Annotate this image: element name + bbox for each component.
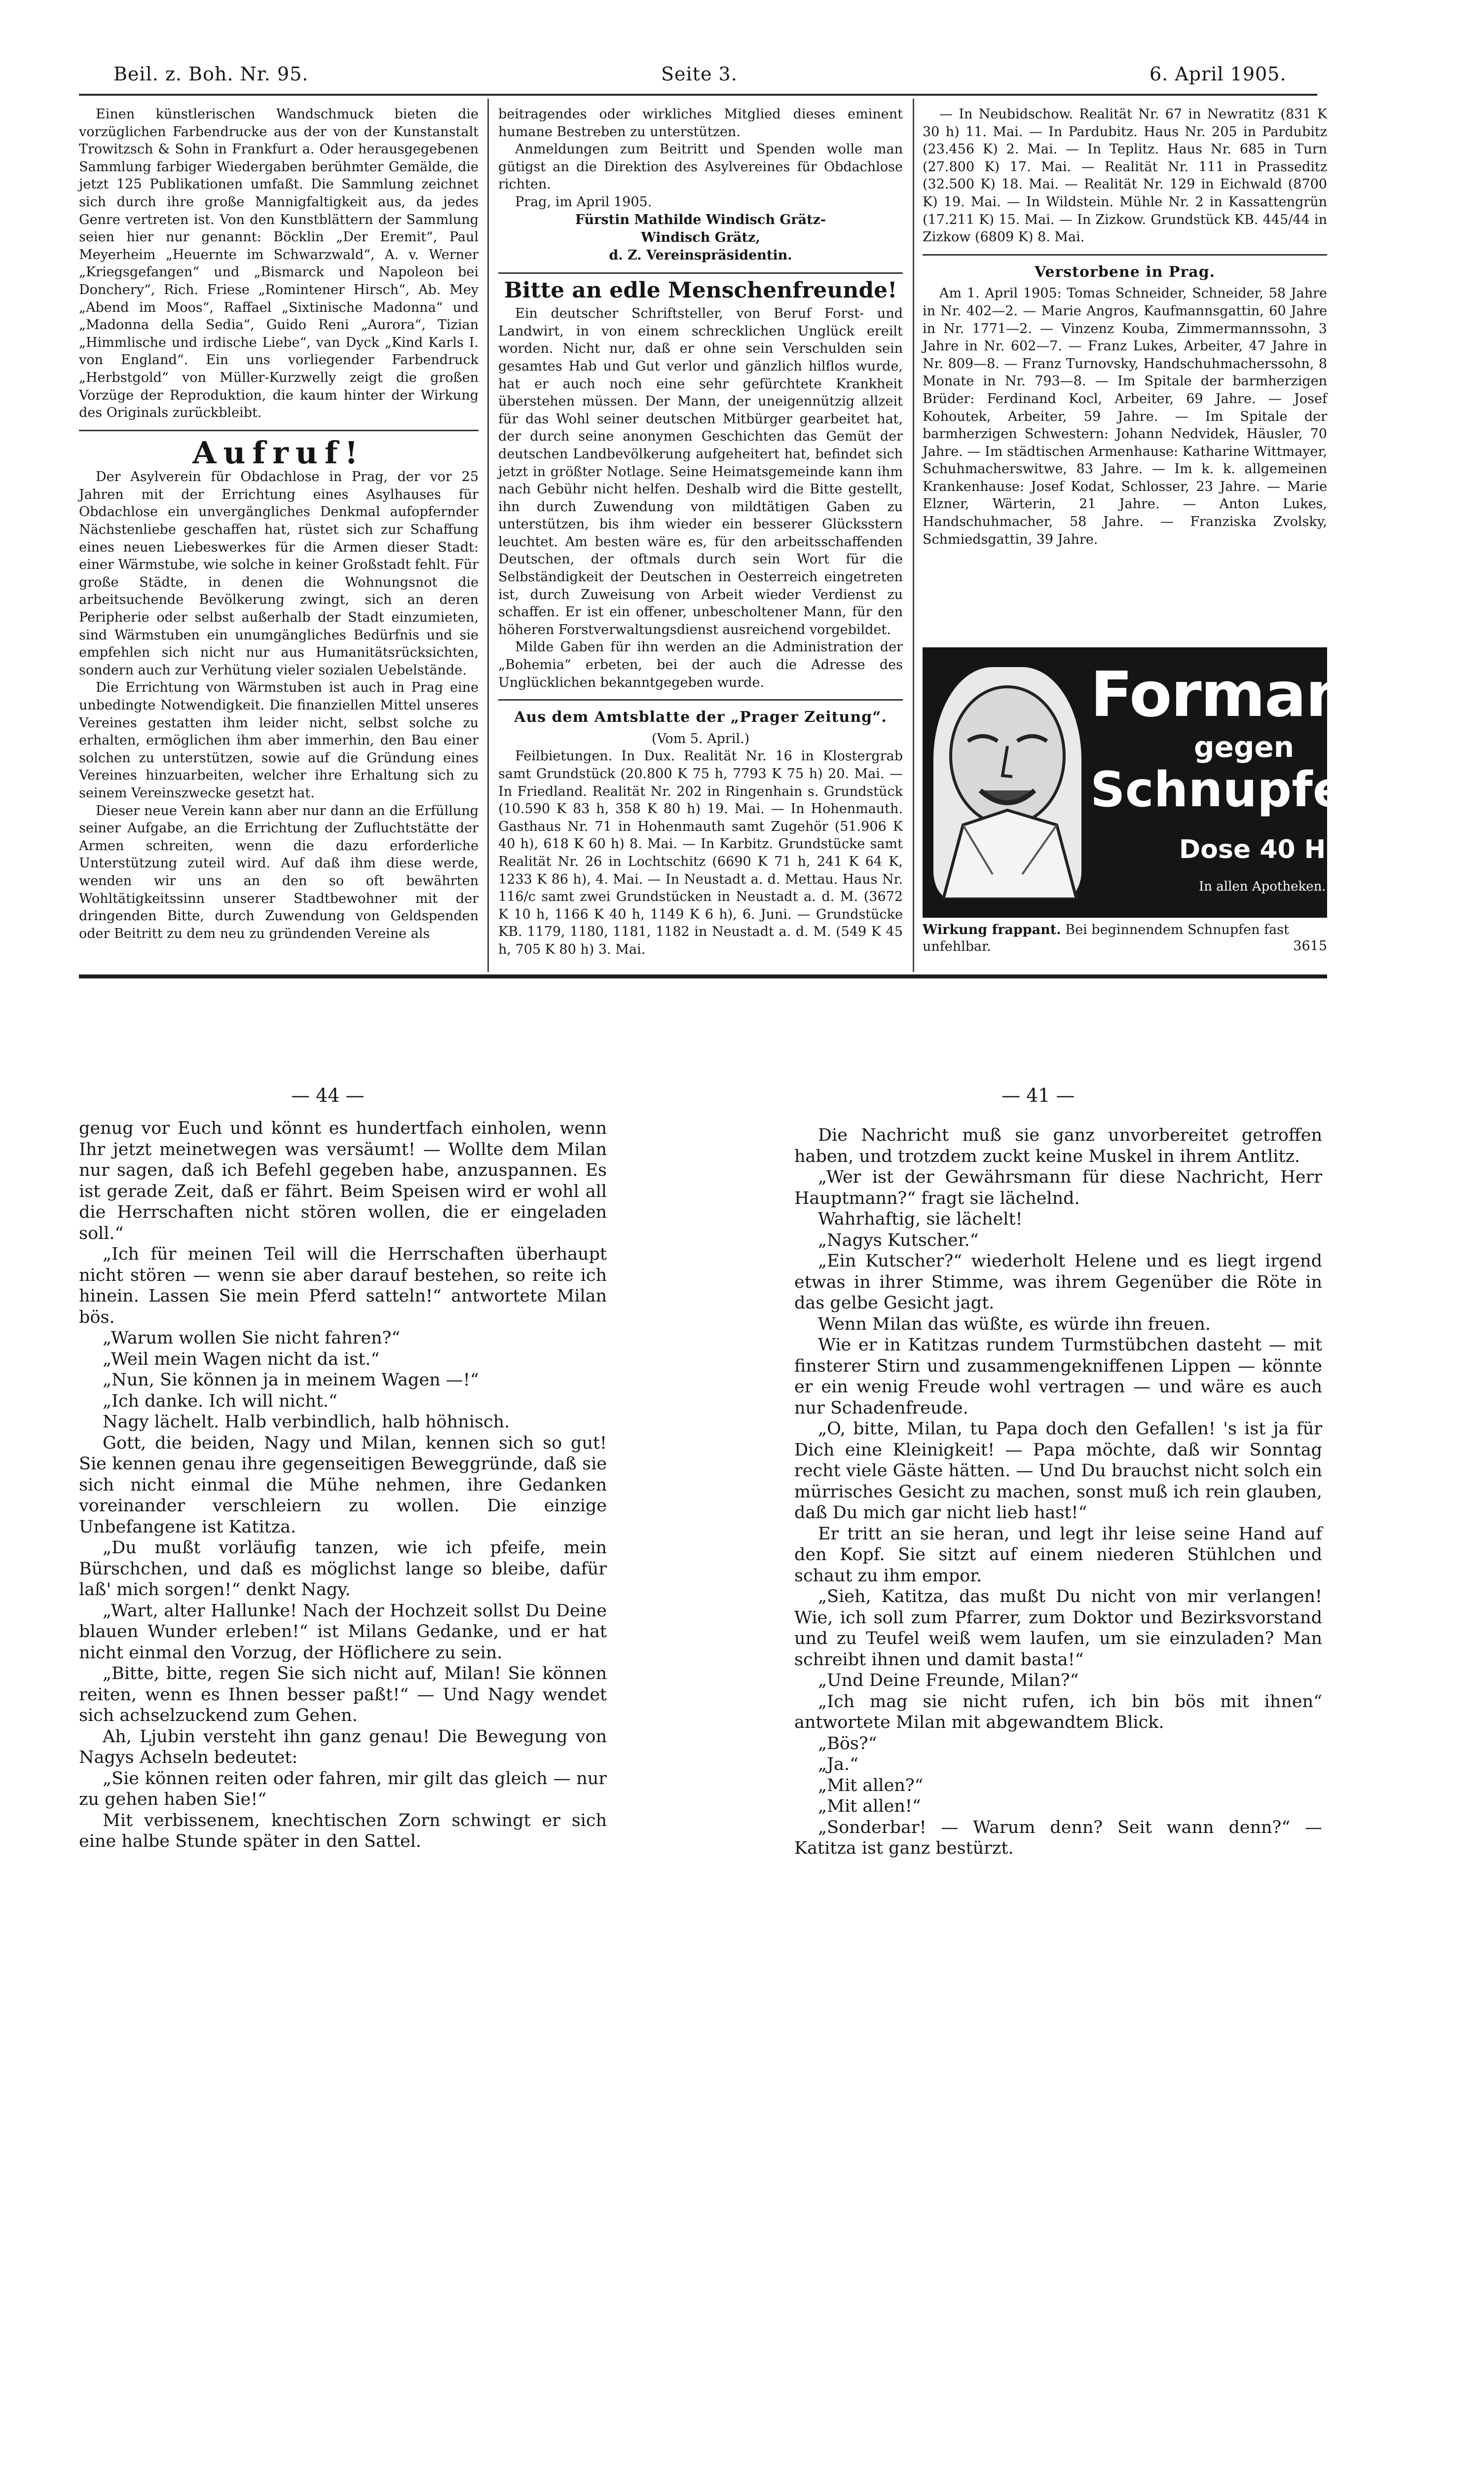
verstorbene-text: Am 1. April 1905: Tomas Schneider, Schneider, 58 Jahre in Nr. 402—2. — Marie Angros, Kaufmannsgattin, 60 Jahre in Nr. 1771—2. — Vinzenz Kouba, Zimmermannssohn, 3 Jahre in Nr. 602—7. — Franz Lukes, Arbeiter, 47 Jahre in Nr. 809—8. — Franz Turnovsky, Handschuhmacherssohn, 8 Monate in Nr. 793—8. — Im Spitale der barmherzigen Brüder: Ferdinand Kocl, Arbeiter, 69 Jahre. — Josef Kohoutek, Arbeiter, 59 Jahre. — Im Spitale der barmherzigen Schwestern: Johann Nedvidek, Häusler, 70 Jahre. — Im städtischen Armenhause: Katharine Wittmayer, Schuhmacherswitwe, 83 Jahre. — Im k. k. allgemeinen Krankenhause: Josef Kodat, Schlosser, 23 Jahre. — Marie Elzner, Wärterin, 21 Jahre. — Anton Lukes, Handschuhmacher, 58 Jahre. — Franziska Zvolsky, Schmiedsgattin, 39 Jahre.: [923, 286, 1327, 547]
novel-paragraph: „Bitte, bitte, regen Sie sich nicht auf, Milan! Sie können reiten, wenn es Ihnen besser paßt!“ — Und Nagy wendet sich achselzuckend zum Gehen.: [79, 1664, 607, 1725]
aufruf-paragraph: Die Errichtung von Wärmstuben ist auch in Prag eine unbedingte Notwendigkeit. Die finanziellen Mittel unseres Vereines gestatten ihm leider nicht, selbst solche zu erhalten, ermöglichen ihm aber immerhin, den Bau einer solchen zu unterstützen, sowie auf die Gründung eines Vereines hinzuarbeiten, welcher ihre Erhaltung sich zu seinem Vereinszwecke gesetzt hat.: [79, 680, 479, 801]
novel-paragraph: „Wart, alter Hallunke! Nach der Hochzeit sollst Du Deine blauen Wunder erleben!“ ist Milans Gedanke, und er hat nicht einmal den Vorzug, der Höflichere zu sein.: [79, 1601, 607, 1663]
ad-caption-rest: Bei beginnendem Schnupfen fast unfehlbar.: [923, 922, 1289, 954]
novel-paragraph: Mit verbissenem, knechtischen Zorn schwingt er sich eine halbe Stunde später in den Sattel.: [79, 1810, 607, 1851]
column-1: [79, 106, 479, 942]
ad-caption: [923, 922, 1327, 955]
novel-page-left: [79, 1118, 607, 1852]
novel-paragraph: „Mit allen?“: [818, 1775, 924, 1795]
sneezing-face-illustration: [933, 667, 1081, 899]
art-notice: Einen künstlerischen Wandschmuck bieten die vorzüglichen Farbendrucke aus der von der Kunstanstalt Trowitzsch & Sohn in Frankfurt a. Oder herausgegebenen Sammlung farbiger Wiedergaben berühmter Gemälde, die jetzt 125 Publikationen umfaßt. Die Sammlung zeichnet sich durch ihre große Mannigfaltigkeit aus, da jedes Genre vertreten ist. Von den Kunstblättern der Sammlung seien hier nur genannt: Böcklin „Der Eremit“, Paul Meyerheim „Heuernte im Schwarzwald“, A. v. Werner „Kriegsgefangen“ und „Bismarck und Napoleon bei Donchery“, Rich. Friese „Romintener Hirsch“, Ab. Mey „Abend im Moos“, Raffael „Sixtinische Madonna“ und „Madonna della Sedia“, Guido Reni „Aurora“, Tizian „Himmlische und irdische Liebe“, van Dyck „Kind Karls I. von England“. Ein uns vorliegender Farbendruck „Herbstgold“ von Müller-Kurzwelly zeigt die großen Vorzüge der Reproduktion, die kaum hinter der Wirkung des Originals zurückbleibt.: [79, 107, 479, 421]
novel-paragraph: „Sonderbar! — Warum denn? Seit wann denn?“ — Katitza ist ganz bestürzt.: [794, 1817, 1322, 1858]
novel-paragraph: „Ja.“: [818, 1755, 859, 1774]
page-bottom-rule: [79, 974, 1327, 978]
page-label: Seite 3.: [661, 63, 738, 85]
novel-paragraph: „Warum wollen Sie nicht fahren?“: [103, 1328, 401, 1348]
feilbietungen-continued: — In Neubidschow. Realität Nr. 67 in Newratitz (831 K 30 h) 11. Mai. — In Pardubitz. Haus Nr. 205 in Pardubitz (23.456 K) 2. Mai. — In Teplitz. Haus Nr. 685 in Turn (27.800 K) 17. Mai. — Realität Nr. 111 in Prasseditz (32.500 K) 18. Mai. — Realität Nr. 129 in Eichwald (8700 K) 19. Mai. — In Wildstein. Mühle Nr. 2 in Kassattengrün (17.211 K) 15. Mai. — In Zizkow. Grundstück KB. 445/44 in Zizkow (6809 K) 8. Mai.: [923, 107, 1327, 245]
novel-paragraph: „Nagys Kutscher.“: [818, 1230, 979, 1250]
ad-frame: [923, 647, 1380, 918]
ad-code: 3615: [1293, 938, 1327, 954]
section-rule: [79, 430, 479, 431]
novel-paragraph: Ah, Ljubin versteht ihn ganz genau! Die Bewegung von Nagys Achseln bedeutet:: [79, 1726, 607, 1767]
novel-paragraph: Gott, die beiden, Nagy und Milan, kennen sich so gut! Sie kennen genau ihre gegenseitigen Beweggründe, daß sie sich nicht einmal die Mühe nehmen, ihre Gedanken voreinander verschleiern zu wollen. Die einzige Unbefangene ist Katitza.: [79, 1433, 607, 1537]
signature-line: d. Z. Vereinspräsidentin.: [609, 247, 792, 263]
novel-paragraph: Nagy lächelt. Halb verbindlich, halb höhnisch.: [103, 1412, 510, 1432]
forman-advertisement: [923, 647, 1380, 973]
ad-schnupfen: Schnupfen: [1090, 762, 1380, 818]
novel-paragraph: „Ich mag sie nicht rufen, ich bin bös mit ihnen“ antwortete Milan mit abgewandtem Blick.: [794, 1691, 1322, 1732]
issue-date: 6. April 1905.: [1150, 63, 1287, 85]
ad-availability: In allen Apotheken.: [1199, 879, 1326, 894]
ad-brand: Forman: [1090, 658, 1349, 731]
section-rule: [498, 699, 903, 701]
novel-paragraph: „Sieh, Katitza, das mußt Du nicht von mir verlangen! Wie, ich soll zum Pfarrer, zum Doktor und Bezirksvorstand und zu Teufel weiß wem laufen, um sie einzuladen? Man schreibt ihnen und damit basta!“: [794, 1587, 1322, 1670]
aufruf-signature: [498, 211, 903, 264]
ad-gegen: gegen: [1194, 730, 1294, 764]
novel-paragraph: „Weil mein Wagen nicht da ist.“: [103, 1349, 380, 1369]
novel-paragraph: „Ein Kutscher?“ wiederholt Helene und es liegt irgend etwas in ihrer Stimme, was ihrem Gegenüber die Röte in das gelbe Gesicht jagt.: [794, 1251, 1322, 1313]
signature-line: Windisch Grätz,: [641, 229, 760, 245]
aufruf-dateline: Prag, im April 1905.: [515, 194, 652, 210]
novel-page-right: [794, 1125, 1322, 1859]
novel-paragraph: Er tritt an sie heran, und legt ihr leise seine Hand auf den Kopf. Sie sitzt auf einem niederen Stühlchen und schaut zu ihm empor.: [794, 1524, 1322, 1586]
novel-paragraph: „Wer ist der Gewährsmann für diese Nachricht, Herr Hauptmann?“ fragt sie lächelnd.: [794, 1167, 1322, 1208]
aufruf-heading: Aufruf!: [192, 434, 365, 471]
verstorbene-heading: Verstorbene in Prag.: [1034, 263, 1216, 281]
amtsblatt-heading: Aus dem Amtsblatte der „Prager Zeitung“.: [514, 709, 887, 726]
signature-line: Fürstin Mathilde Windisch Grätz-: [575, 212, 826, 227]
ad-caption-bold: Wirkung frappant.: [923, 922, 1061, 937]
bitte-paragraph: Ein deutscher Schriftsteller, von Beruf Forst- und Landwirt, in von einem schrecklichen Unglück ereilt worden. Nicht nur, daß er ohne sein Verschulden sein gesamtes Hab und Gut verlor und gänzlich hilflos wurde, hat er auch noch eine sehr gefürchtete Krankheit überstehen müssen. Der Mann, der uneigennützig allzeit für das Wohl seiner deutschen Mitbürger gearbeitet hat, der durch seine anonymen Geschichten das Gemüt der deutschen Landbevölkerung aufgeheitert hat, befindet sich jetzt in größter Notlage. Seine Heimatsgemeinde kann ihm nach Gebühr nicht helfen. Deshalb wird die Bitte gestellt, ihn durch Zuwendung von mildtätigen Gaben zu unterstützen, bis ihm wieder ein besserer Glücksstern leuchtet. Am besten wäre es, für den arbeitsschaffenden Deutschen, der oftmals durch sein Wort für die Selbständigkeit der Deutschen in Oesterreich eingetreten ist, durch Zuweisung von Arbeit wieder Verdienst zu schaffen. Er ist ein offener, unbescholtener Mann, für den höheren Forstverwaltungsdienst ausreichend vorgebildet.: [498, 306, 903, 637]
novel-paragraph: „Du mußt vorläufig tanzen, wie ich pfeife, mein Bürschchen, und daß es möglichst lange so bleibe, dafür laß' mich sorgen!“ denkt Nagy.: [79, 1538, 607, 1600]
novel-paragraph: „O, bitte, Milan, tu Papa doch den Gefallen! 's ist ja für Dich eine Kleinigkeit! — Papa möchte, daß wir Sonntag recht viele Gäste hätten. — Und Du brauchst nicht solch ein mürrisches Gesicht zu machen, sonst muß ich rein glauben, daß Du mich gar nicht lieb hast!“: [794, 1419, 1322, 1523]
amtsblatt-text: Feilbietungen. In Dux. Realität Nr. 16 in Klostergrab samt Grundstück (20.800 K 75 h, 7793 K 75 h) 20. Mai. — In Friedland. Realität Nr. 202 in Ringenhain s. Grundstück (10.590 K 83 h, 358 K 80 h) 19. Mai. — In Hohenmauth. Gasthaus Nr. 71 in Hohenmauth samt Zugehör (51.906 K 40 h), 618 K 60 h) 8. Mai. — In Karbitz. Grundstücke samt Realität Nr. 26 in Lochtschitz (6690 K 71 h, 241 K 64 K, 1233 K 86 h), 4. Mai. — In Neustadt a. d. Mettau. Haus Nr. 116/c samt zwei Grundstücken in Neustadt a. d. M. (3672 K 10 h, 1166 K 40 h, 1149 K 6 h), 6. Juni. — Grundstücke KB. 1179, 1180, 1181, 1182 in Neustadt a. d. M. (549 K 45 h, 705 K 80 h) 3. Mai.: [498, 748, 903, 957]
bitte-heading: Bitte an edle Menschenfreunde!: [504, 277, 897, 303]
ad-price: Dose 40 H: [1179, 835, 1326, 864]
bitte-paragraph: Milde Gaben für ihn werden an die Administration der „Bohemia“ erbeten, bei der auch die Adresse des Unglücklichen bekanntgegeben wurde.: [498, 639, 903, 690]
novel-paragraph: „Bös?“: [818, 1733, 877, 1754]
section-rule: [498, 272, 903, 274]
novel-paragraph: Die Nachricht muß sie ganz unvorbereitet getroffen haben, und trotzdem zuckt keine Muskel in ihrem Antlitz.: [794, 1125, 1322, 1166]
novel-paragraph: „Und Deine Freunde, Milan?“: [818, 1671, 1079, 1690]
issue-info: Beil. z. Boh. Nr. 95.: [113, 63, 309, 85]
column-divider: [913, 99, 914, 972]
novel-page-number-right: — 41 —: [1002, 1084, 1075, 1106]
novel-paragraph: „Nun, Sie können ja in meinem Wagen —!“: [103, 1370, 479, 1390]
novel-paragraph: Wenn Milan das wüßte, es würde ihn freuen.: [818, 1314, 1211, 1334]
novel-paragraph: Wahrhaftig, sie lächelt!: [818, 1209, 1023, 1229]
novel-paragraph: Wie er in Katitzas rundem Turmstübchen dasteht — mit finsterer Stirn und zusammengekniffenen Lippen — könnte er ein wenig Freude wohl vertragen — und wäre es auch nur Schadenfreude.: [794, 1335, 1322, 1418]
novel-paragraph: „Ich danke. Ich will nicht.“: [103, 1391, 337, 1411]
column-divider: [487, 99, 489, 972]
aufruf-paragraph: Dieser neue Verein kann aber nur dann an die Erfüllung seiner Aufgabe, an die Errichtung der Zufluchtstätte der Armen schreiten, wenn die dazu erforderliche Unterstützung zuteil wird. Auf daß ihm diese werde, wenden wir uns an den so oft bewährten Wohltätigkeitssinn unserer Stadtbewohner mit der dringenden Bitte, durch Zuwendung von Geldspenden oder Beitritt zu dem neu zu gründenden Vereine als: [79, 803, 479, 941]
aufruf-continued: Anmeldungen zum Beitritt und Spenden wolle man gütigst an die Direktion des Asylvereines für Obdachlose richten.: [498, 142, 903, 192]
novel-page-number-left: — 44 —: [291, 1084, 365, 1106]
section-rule: [923, 254, 1327, 256]
novel-paragraph: „Sie können reiten oder fahren, mir gilt das gleich — nur zu gehen haben Sie!“: [79, 1768, 607, 1809]
novel-paragraph: „Mit allen!“: [818, 1796, 921, 1816]
novel-paragraph: genug vor Euch und könnt es hundertfach einholen, wenn Ihr jetzt meinetwegen was versäumt! — Wollte dem Milan nur sagen, daß ich Befehl gegeben habe, anzuspannen. Es ist gerade Zeit, daß er fährt. Beim Speisen wird er wohl all die Herrschaften nicht stören wollen, die er eingeladen soll.“: [79, 1119, 607, 1243]
novel-paragraph: „Ich für meinen Teil will die Herrschaften überhaupt nicht stören — wenn sie aber darauf bestehen, so reite ich hinein. Lassen Sie mein Pferd satteln!“ antwortete Milan bös.: [79, 1244, 607, 1327]
aufruf-paragraph: Der Asylverein für Obdachlose in Prag, der vor 25 Jahren mit der Errichtung eines Asylhauses für Obdachlose ein unvergängliches Denkmal aufopfernder Nächstenliebe geschaffen hat, rüstet sich zur Schaffung eines neuen Liebeswerkes für die Armen dieser Stadt: einer Wärmstube, wie solche in keiner Großstadt fehlt. Für große Städte, in denen die Wohnungsnot die arbeitsuchende Bevölkerung zwingt, sich an deren Peripherie oder selbst außerhalb der Stadt einzumieten, sind Wärmstuben ein unumgängliches Bedürfnis und sie empfehlen sich nicht nur aus Humanitätsrücksichten, sondern auch zur Verhütung vieler sozialen Uebelstände.: [79, 469, 479, 678]
face-drawing: [933, 667, 1081, 899]
column-2: [498, 106, 903, 959]
amtsblatt-date: (Vom 5. April.): [651, 731, 750, 747]
column-3: [923, 106, 1327, 548]
header-rule: [79, 94, 1317, 96]
aufruf-continued: beitragendes oder wirkliches Mitglied dieses eminent humane Bestreben zu unterstützen.: [498, 107, 903, 140]
